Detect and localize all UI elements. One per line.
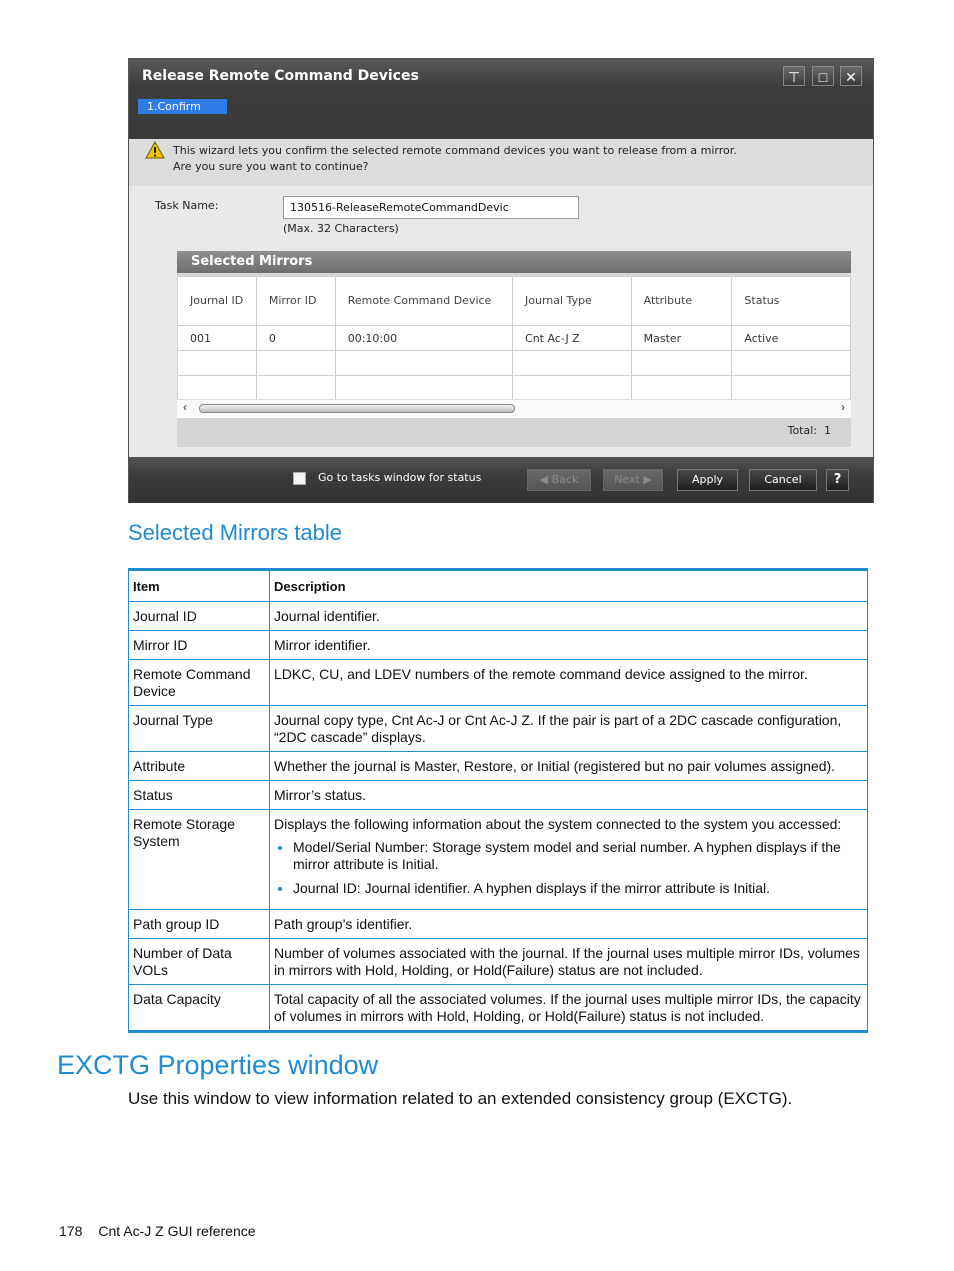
row-description: Whether the journal is Master, Restore, or Initial (registered but no pair volumes assigned).	[274, 758, 836, 774]
description-bullets	[274, 839, 863, 897]
description-row	[129, 939, 868, 985]
total-count	[788, 424, 831, 437]
row-description-cell	[270, 910, 868, 939]
intro-text: Use this window to view information related to an extended consistency group (EXCTG).	[128, 1089, 793, 1108]
selected-mirrors-title: Selected Mirrors	[177, 251, 851, 273]
cell-status: Active	[732, 326, 851, 351]
row-description-cell	[270, 660, 868, 706]
section-title: Selected Mirrors table	[128, 520, 342, 545]
row-description-cell	[270, 631, 868, 660]
description-row	[129, 752, 868, 781]
release-remote-command-devices-dialog	[128, 58, 874, 503]
description-row	[129, 985, 868, 1032]
cell-remote-command-device: 00:10:00	[335, 326, 512, 351]
back-button-label: Back	[551, 473, 579, 486]
grid-row[interactable]	[178, 326, 851, 351]
row-item: Attribute	[129, 752, 270, 781]
dialog-title: Release Remote Command Devices	[142, 68, 419, 84]
row-description-cell	[270, 985, 868, 1032]
grid-header-row	[178, 277, 851, 326]
page-footer	[59, 1223, 256, 1239]
next-button[interactable]: Next ▶	[603, 469, 663, 491]
description-row	[129, 602, 868, 631]
description-bullet: • Model/Serial Number: Storage system model and serial number. A hyphen displays if the mirror attribute is Initial.	[293, 839, 863, 873]
column-header-journal-type[interactable]: Journal Type	[513, 277, 632, 326]
header-item: Item	[129, 570, 270, 602]
row-description: Journal copy type, Cnt Ac-J or Cnt Ac-J Z. If the pair is part of a 2DC cascade configuration, “2DC cascade” displays.	[274, 712, 842, 745]
column-header-mirror-id[interactable]: Mirror ID	[256, 277, 335, 326]
description-table-header	[129, 570, 868, 602]
description-table	[128, 568, 868, 1033]
scroll-left-icon[interactable]: ‹	[183, 400, 187, 414]
pin-icon[interactable]: ⊤	[783, 66, 805, 86]
row-description: LDKC, CU, and LDEV numbers of the remote command device assigned to the mirror.	[274, 666, 808, 682]
row-description-cell	[270, 810, 868, 910]
close-icon[interactable]: ✕	[840, 66, 862, 86]
confirm-message-line2: Are you sure you want to continue?	[173, 160, 369, 173]
row-item: Remote Storage System	[129, 810, 270, 910]
page-number: 178	[59, 1223, 83, 1239]
description-row	[129, 706, 868, 752]
description-row	[129, 631, 868, 660]
task-name-input[interactable]: 130516-ReleaseRemoteCommandDevic	[283, 196, 579, 219]
row-description-cell	[270, 939, 868, 985]
confirm-message	[173, 143, 737, 175]
grid-empty-row	[178, 376, 851, 401]
apply-button[interactable]: Apply	[677, 469, 738, 491]
column-header-remote-command-device[interactable]: Remote Command Device	[335, 277, 512, 326]
help-button[interactable]: ?	[826, 469, 849, 491]
back-button[interactable]: ◀ Back	[527, 469, 591, 491]
column-header-status[interactable]: Status	[732, 277, 851, 326]
confirm-message-line1: This wizard lets you confirm the selected remote command devices you want to release from a mirror.	[173, 144, 737, 157]
header-description: Description	[270, 570, 868, 602]
row-item: Journal Type	[129, 706, 270, 752]
cell-journal-type: Cnt Ac-J Z	[513, 326, 632, 351]
row-description: Total capacity of all the associated volumes. If the journal uses multiple mirror IDs, the capacity of volumes in mirrors with Hold, Holding, or Hold(Failure) status is not included.	[274, 991, 861, 1024]
maximize-icon[interactable]: □	[812, 66, 834, 86]
cancel-button[interactable]: Cancel	[749, 469, 817, 491]
row-description-cell	[270, 752, 868, 781]
chapter-title: EXCTG Properties window	[57, 1050, 379, 1080]
warning-icon	[145, 141, 165, 159]
row-description: Displays the following information about the system connected to the system you accessed:	[274, 816, 842, 832]
description-row	[129, 910, 868, 939]
running-title: Cnt Ac-J Z GUI reference	[98, 1223, 256, 1239]
column-header-attribute[interactable]: Attribute	[631, 277, 732, 326]
description-row	[129, 810, 868, 910]
row-description: Path group’s identifier.	[274, 916, 413, 932]
task-name-hint: (Max. 32 Characters)	[283, 222, 399, 235]
scrollbar-thumb[interactable]	[199, 404, 515, 413]
description-bullet: • Journal ID: Journal identifier. A hyphen displays if the mirror attribute is Initial.	[293, 880, 863, 897]
selected-mirrors-grid	[177, 276, 851, 401]
row-item: Mirror ID	[129, 631, 270, 660]
row-item: Path group ID	[129, 910, 270, 939]
row-description-cell	[270, 706, 868, 752]
dialog-titlebar	[129, 59, 873, 139]
row-description: Number of volumes associated with the journal. If the journal uses multiple mirror IDs, volumes in mirrors with Hold, Holding, or Hold(Failure) status are not included.	[274, 945, 860, 978]
row-description: Mirror’s status.	[274, 787, 367, 803]
cell-journal-id: 001	[178, 326, 257, 351]
row-description-cell	[270, 781, 868, 810]
row-description-cell	[270, 602, 868, 631]
row-item: Remote Command Device	[129, 660, 270, 706]
row-description: Mirror identifier.	[274, 637, 371, 653]
cell-attribute: Master	[631, 326, 732, 351]
cell-mirror-id: 0	[256, 326, 335, 351]
horizontal-scrollbar[interactable]	[177, 399, 851, 418]
row-item: Number of Data VOLs	[129, 939, 270, 985]
grid-empty-row	[178, 351, 851, 376]
task-name-label: Task Name:	[155, 199, 219, 212]
go-to-tasks-checkbox[interactable]	[293, 472, 306, 485]
row-item: Status	[129, 781, 270, 810]
selected-mirrors-panel	[177, 251, 851, 447]
go-to-tasks-label: Go to tasks window for status	[318, 471, 482, 484]
row-item: Data Capacity	[129, 985, 270, 1032]
wizard-step-confirm: 1.Confirm	[138, 99, 227, 114]
row-description: Journal identifier.	[274, 608, 380, 624]
total-label: Total:	[787, 424, 817, 437]
row-item: Journal ID	[129, 602, 270, 631]
column-header-journal-id[interactable]: Journal ID	[178, 277, 257, 326]
description-row	[129, 660, 868, 706]
total-value: 1	[824, 424, 831, 437]
description-row	[129, 781, 868, 810]
scroll-right-icon[interactable]: ›	[841, 400, 845, 414]
next-button-label: Next	[614, 473, 640, 486]
